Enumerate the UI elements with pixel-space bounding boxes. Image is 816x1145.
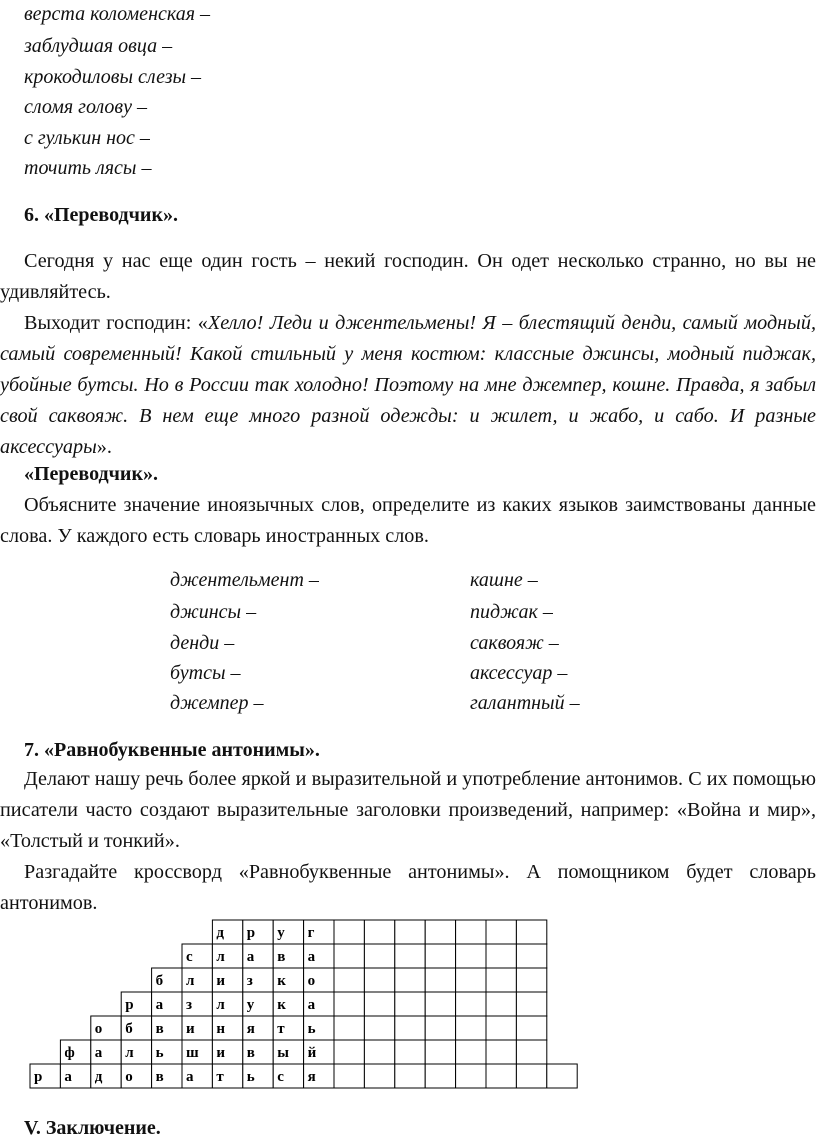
word-left: джемпер – <box>170 692 264 714</box>
crossword-cell <box>456 1040 486 1064</box>
crossword-letter: ы <box>277 1045 289 1061</box>
crossword-letter: я <box>246 1021 255 1037</box>
crossword-cell <box>334 1064 364 1088</box>
crossword-cell <box>425 1064 455 1088</box>
crossword-cell <box>516 1040 546 1064</box>
crossword-letter: т <box>277 1021 285 1037</box>
section-7-paragraph-1: Делают нашу речь более яркой и выразительной и употребление антонимов. С их помощью писатели часто создают выразительные заголовки произведений, например: «Война и мир», «Толстый и тонкий». <box>0 768 816 852</box>
crossword-cell <box>364 1040 394 1064</box>
crossword-cell <box>334 992 364 1016</box>
crossword-letter: а <box>246 949 255 965</box>
crossword-letter: в <box>277 949 286 965</box>
crossword-cell <box>364 968 394 992</box>
crossword-cell <box>334 944 364 968</box>
crossword-cell <box>456 968 486 992</box>
section-6-paragraph-3: Объясните значение иноязычных слов, определите из каких языков заимствованы данные слова. У каждого есть словарь иностранных слов. <box>0 494 816 547</box>
crossword-letter: р <box>125 997 134 1013</box>
crossword-cell <box>364 1064 394 1088</box>
word-right: аксессуар – <box>470 662 568 684</box>
crossword-cell <box>456 1064 486 1088</box>
crossword-letter: д <box>94 1069 103 1085</box>
crossword-letter: а <box>307 997 316 1013</box>
crossword-cell <box>425 968 455 992</box>
crossword-cell <box>334 968 364 992</box>
crossword-letter: а <box>94 1045 103 1061</box>
crossword-letter: а <box>307 949 316 965</box>
crossword-cell <box>486 992 516 1016</box>
word-right: галантный – <box>470 692 580 714</box>
crossword-cell <box>516 944 546 968</box>
crossword-cell <box>364 1016 394 1040</box>
crossword-letter: д <box>216 925 224 941</box>
crossword-cell <box>425 920 455 944</box>
crossword-cell <box>364 944 394 968</box>
crossword-cell <box>547 1064 577 1088</box>
crossword-cell <box>395 968 425 992</box>
crossword-cell <box>334 1016 364 1040</box>
section-6-heading: 6. «Переводчик». <box>24 204 178 226</box>
crossword-letter: а <box>186 1069 194 1085</box>
crossword-cell <box>486 1016 516 1040</box>
crossword-letter: у <box>277 925 285 941</box>
crossword-cell <box>516 920 546 944</box>
crossword-cell <box>516 968 546 992</box>
crossword-letter: н <box>216 1021 226 1037</box>
crossword-letter: я <box>307 1069 316 1085</box>
crossword-cell <box>364 920 394 944</box>
section-6-paragraph-1: Сегодня у нас еще один гость – некий господин. Он одет несколько странно, но вы не удивляйтесь. <box>0 250 816 303</box>
crossword-letter: к <box>277 973 286 989</box>
crossword-letter: ш <box>186 1045 199 1061</box>
word-left: бутсы – <box>170 662 241 684</box>
crossword-letter: з <box>186 997 193 1013</box>
crossword-letter: в <box>246 1045 255 1061</box>
crossword-letter: о <box>307 973 316 989</box>
word-right: саквояж – <box>470 632 559 654</box>
crossword-cell <box>516 1064 546 1088</box>
section-7-paragraph-2: Разгадайте кроссворд «Равнобуквенные антонимы». А помощником будет словарь антонимов. <box>0 861 816 914</box>
crossword-cell <box>334 1040 364 1064</box>
word-left: денди – <box>170 632 235 654</box>
crossword-cell <box>425 1016 455 1040</box>
idiom-line: крокодиловы слезы – <box>24 66 202 88</box>
crossword-cell <box>516 1016 546 1040</box>
crossword-cell <box>486 1064 516 1088</box>
crossword-letter: т <box>216 1069 224 1085</box>
idiom-line: точить лясы – <box>24 157 152 179</box>
word-left: джентельмент – <box>170 569 319 591</box>
crossword-cell <box>486 968 516 992</box>
crossword-letter: а <box>64 1069 72 1085</box>
crossword-letter: ь <box>155 1045 164 1061</box>
word-right: кашне – <box>470 569 538 591</box>
crossword-letter: в <box>155 1021 164 1037</box>
crossword-letter: о <box>94 1021 103 1037</box>
crossword-letter: б <box>155 973 164 989</box>
idiom-line: сломя голову – <box>24 96 147 118</box>
section-7-heading: 7. «Равнобуквенные антонимы». <box>24 739 320 761</box>
crossword-letter: и <box>186 1021 195 1037</box>
section-6-paragraph-2: Выходит господин: «Хелло! Леди и джентельмены! Я – блестящий денди, самый модный, самый современный! Какой стильный у меня костюм: классные джинсы, модный пиджак, убойные бутсы. Но в России так холодно! Поэтому на мне джемпер, кошне. Правда, я забыл свой саквояж. В нем еще много разной одежды: и жилет, и жабо, и сабо. И разные аксессуары». <box>0 312 816 458</box>
crossword-cell <box>395 1040 425 1064</box>
crossword-cell <box>425 992 455 1016</box>
crossword-cell <box>456 920 486 944</box>
crossword-letter: л <box>186 973 195 989</box>
conclusion-heading: V. Заключение. <box>24 1117 161 1139</box>
crossword-cell <box>425 1040 455 1064</box>
crossword-cell <box>364 992 394 1016</box>
crossword-letter: с <box>186 949 193 965</box>
crossword-cell <box>425 944 455 968</box>
crossword-letter: б <box>125 1021 133 1037</box>
crossword-letter: с <box>277 1069 284 1085</box>
crossword-letter: л <box>125 1045 134 1061</box>
crossword-letter: в <box>155 1069 164 1085</box>
crossword-cell <box>516 992 546 1016</box>
crossword-letter: ф <box>64 1045 75 1061</box>
crossword-cell <box>395 920 425 944</box>
crossword-letter: ь <box>307 1021 316 1037</box>
crossword-letter: у <box>246 997 255 1013</box>
crossword-letter: а <box>155 997 164 1013</box>
crossword-cell <box>486 1040 516 1064</box>
crossword-cell <box>395 1064 425 1088</box>
crossword-letter: о <box>125 1069 133 1085</box>
crossword-cell <box>395 944 425 968</box>
crossword-cell <box>456 1016 486 1040</box>
crossword-letter: з <box>246 973 253 989</box>
word-right: пиджак – <box>470 601 553 623</box>
crossword-cell <box>456 944 486 968</box>
crossword-letter: й <box>307 1045 317 1061</box>
crossword-letter: к <box>277 997 286 1013</box>
crossword-letter: и <box>216 1045 226 1061</box>
crossword-letter: л <box>216 949 225 965</box>
section-6-subheading: «Переводчик». <box>24 463 158 485</box>
crossword-letter: и <box>216 973 226 989</box>
word-left: джинсы – <box>170 601 257 623</box>
crossword-cell <box>395 1016 425 1040</box>
crossword-cell <box>334 920 364 944</box>
crossword-letter: г <box>307 925 315 941</box>
crossword-cell <box>486 920 516 944</box>
crossword-cell <box>456 992 486 1016</box>
crossword-letter: р <box>246 925 256 941</box>
crossword-letter: л <box>216 997 225 1013</box>
idiom-line: верста коломенская – <box>24 3 211 25</box>
idiom-line: заблудшая овца – <box>24 35 173 57</box>
crossword-cell <box>395 992 425 1016</box>
crossword-letter: р <box>34 1069 43 1085</box>
crossword-letter: ь <box>246 1069 255 1085</box>
crossword-cell <box>486 944 516 968</box>
idiom-line: с гулькин нос – <box>24 127 150 149</box>
